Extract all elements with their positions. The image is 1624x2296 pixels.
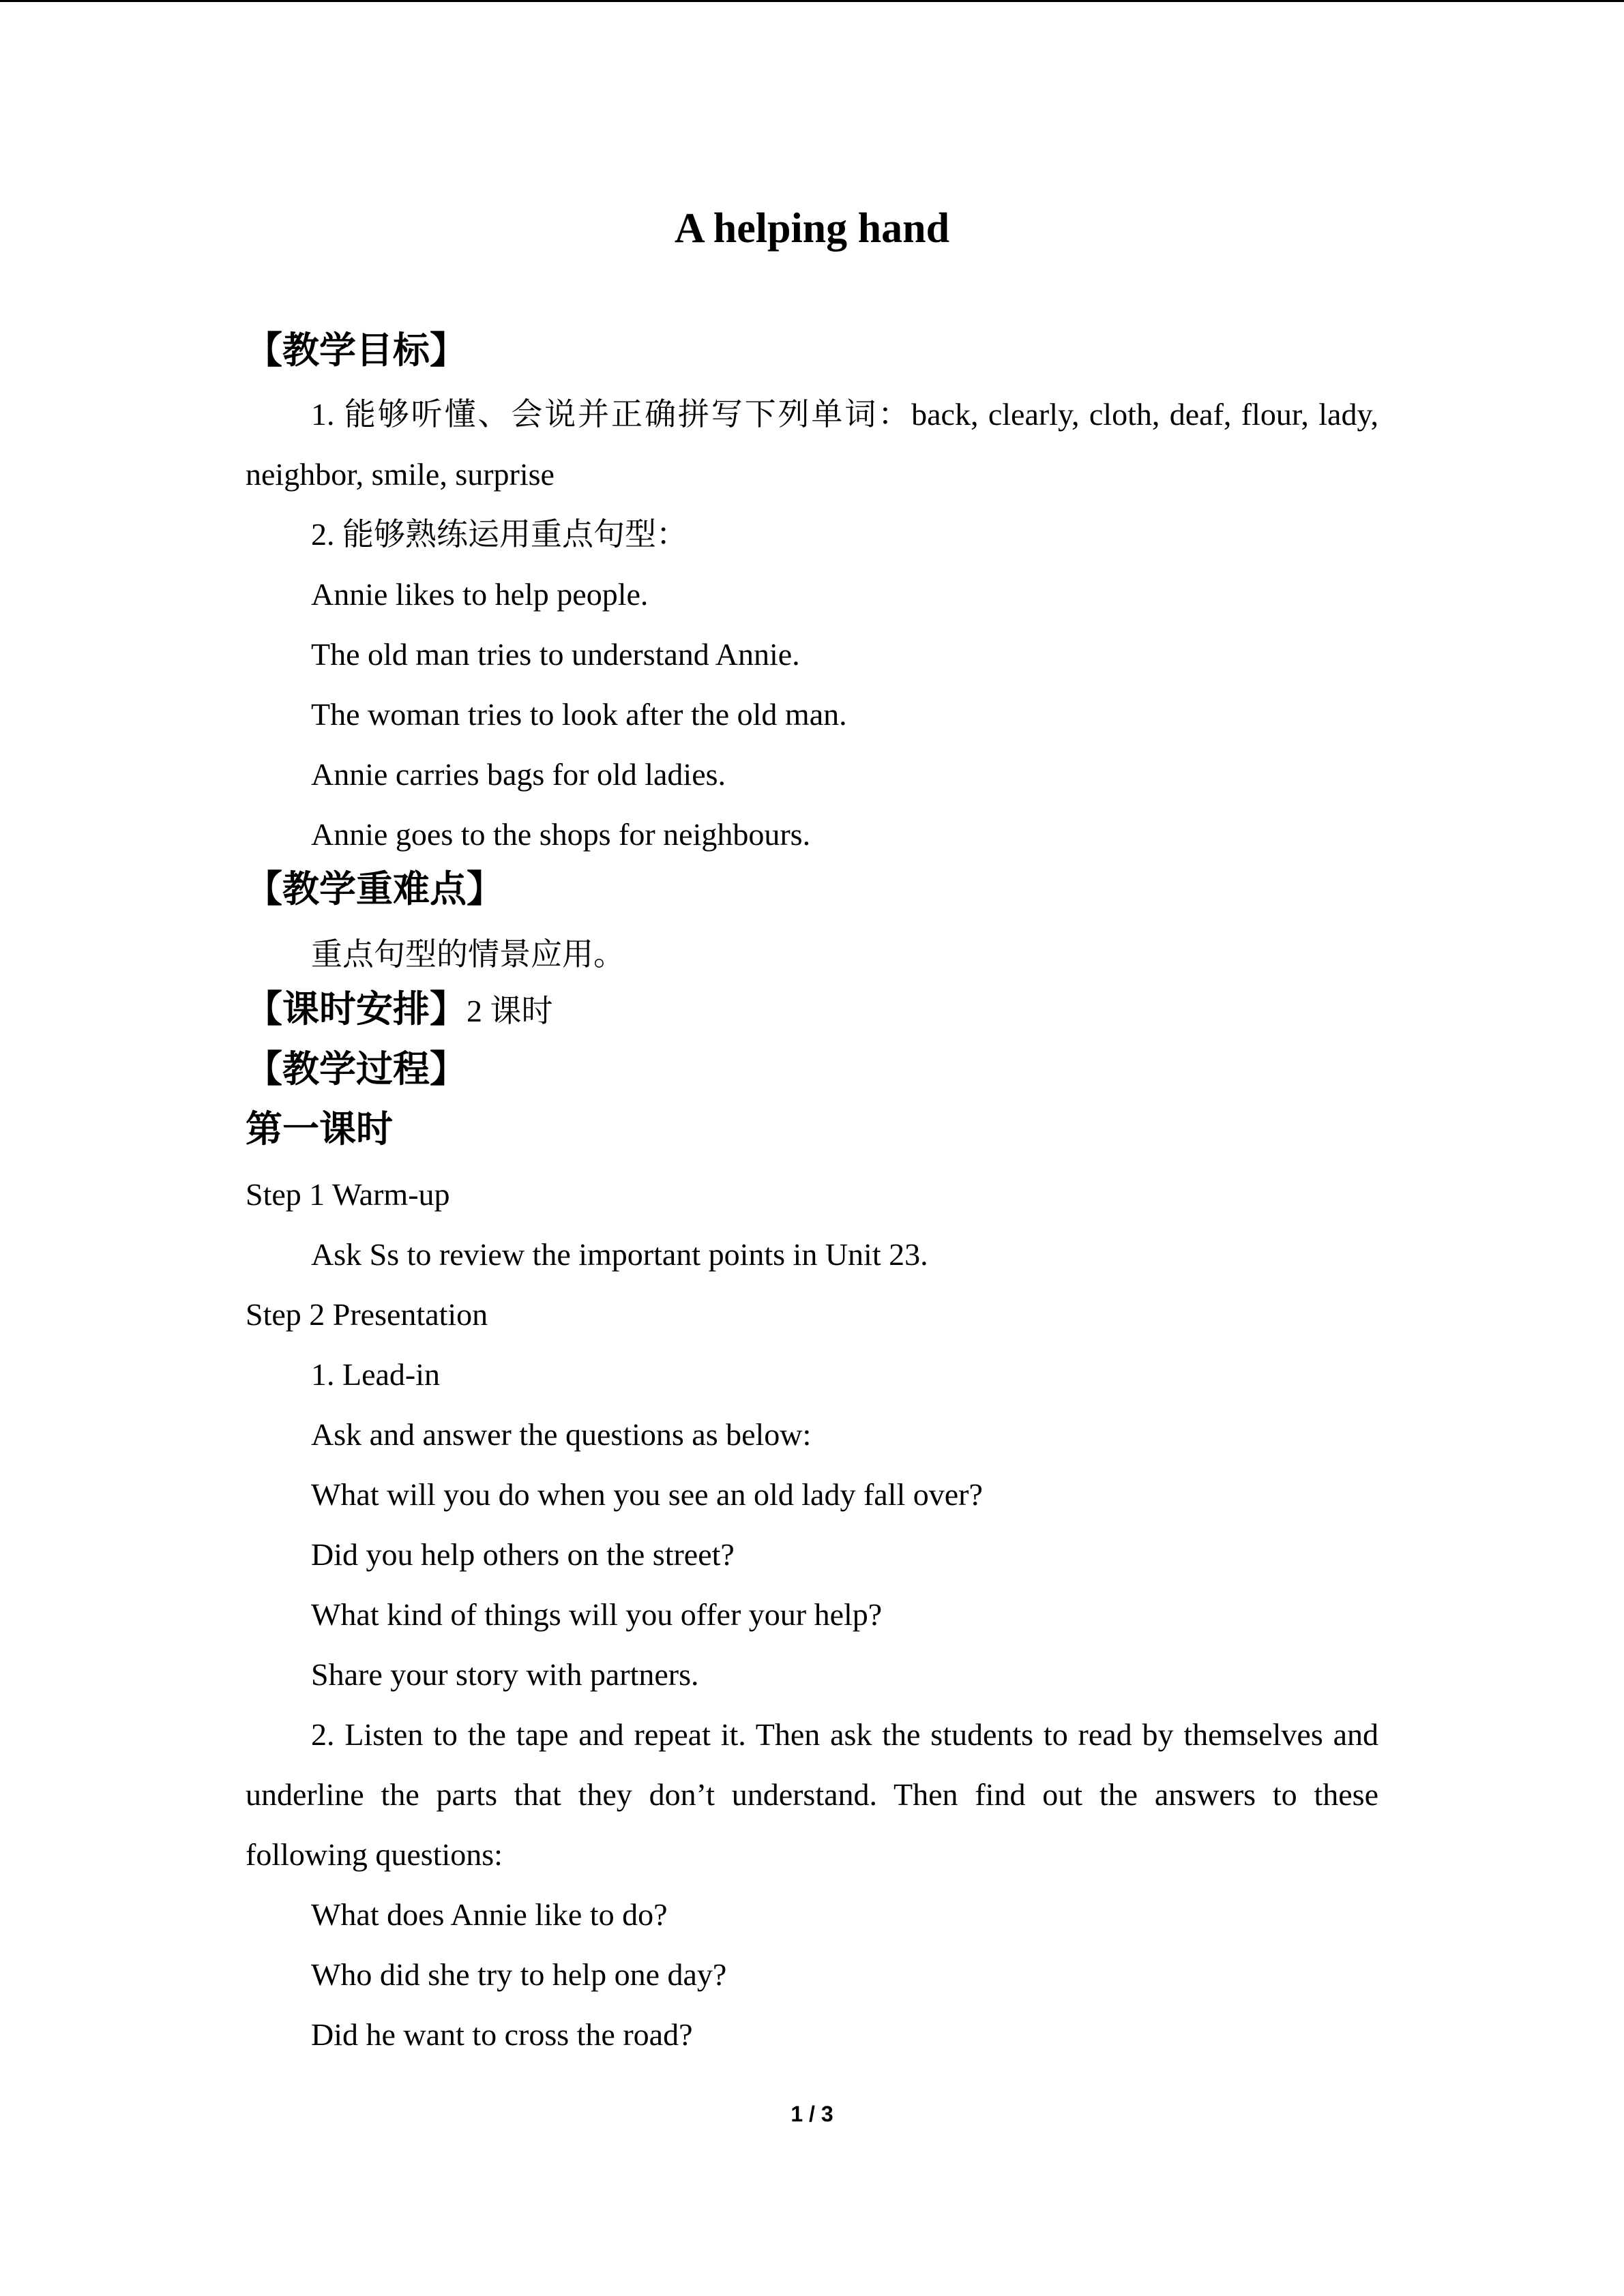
page-number: 1 / 3	[791, 2102, 833, 2126]
leadin-question: What kind of things will you offer your help?	[311, 1597, 883, 1632]
process-heading: 【教学过程】	[246, 1047, 467, 1090]
key-sentence: Annie likes to help people.	[311, 577, 649, 612]
key-sentence: The woman tries to look after the old man.	[311, 697, 847, 732]
leadin-question: Share your story with partners.	[311, 1657, 699, 1692]
step-2-ask: Ask and answer the questions as below:	[311, 1417, 812, 1452]
listen-instruction-line-3: following questions:	[246, 1837, 503, 1872]
step-2-leadin: 1. Lead-in	[311, 1357, 441, 1392]
step-1-title: Step 1 Warm-up	[246, 1177, 450, 1212]
reading-question: Who did she try to help one day?	[311, 1957, 727, 1992]
listen-instruction-line-2: underline the parts that they don’t understand. Then find out the answers to these	[246, 1777, 1378, 1812]
step-2-title: Step 2 Presentation	[246, 1297, 488, 1332]
objectives-item-1-line-2: neighbor, smile, surprise	[246, 457, 555, 492]
key-points-heading: 【教学重难点】	[246, 867, 503, 910]
document-title: A helping hand	[674, 205, 950, 252]
schedule-heading-label: 【课时安排】	[246, 987, 467, 1030]
objectives-item-1-line-1: 1. 能够听懂、会说并正确拼写下列单词：back, clearly, cloth, deaf, flour, lady,	[311, 397, 1378, 432]
reading-question: Did he want to cross the road?	[311, 2017, 693, 2052]
lesson-1-heading: 第一课时	[246, 1107, 393, 1150]
schedule-heading	[246, 987, 553, 1033]
key-sentence: The old man tries to understand Annie.	[311, 637, 800, 672]
leadin-question: What will you do when you see an old lady fall over?	[311, 1477, 983, 1512]
reading-question: What does Annie like to do?	[311, 1897, 668, 1932]
step-1-text: Ask Ss to review the important points in Unit 23.	[311, 1237, 928, 1272]
objectives-item-2: 2. 能够熟练运用重点句型：	[311, 517, 688, 552]
key-sentence: Annie goes to the shops for neighbours.	[311, 817, 811, 852]
listen-instruction-line-1: 2. Listen to the tape and repeat it. Then ask the students to read by themselves and	[311, 1717, 1378, 1752]
key-sentence: Annie carries bags for old ladies.	[311, 757, 726, 792]
schedule-value: 2 课时	[467, 994, 553, 1028]
leadin-question: Did you help others on the street?	[311, 1537, 735, 1572]
objectives-heading: 【教学目标】	[246, 329, 467, 372]
key-points-text: 重点句型的情景应用。	[311, 937, 625, 972]
